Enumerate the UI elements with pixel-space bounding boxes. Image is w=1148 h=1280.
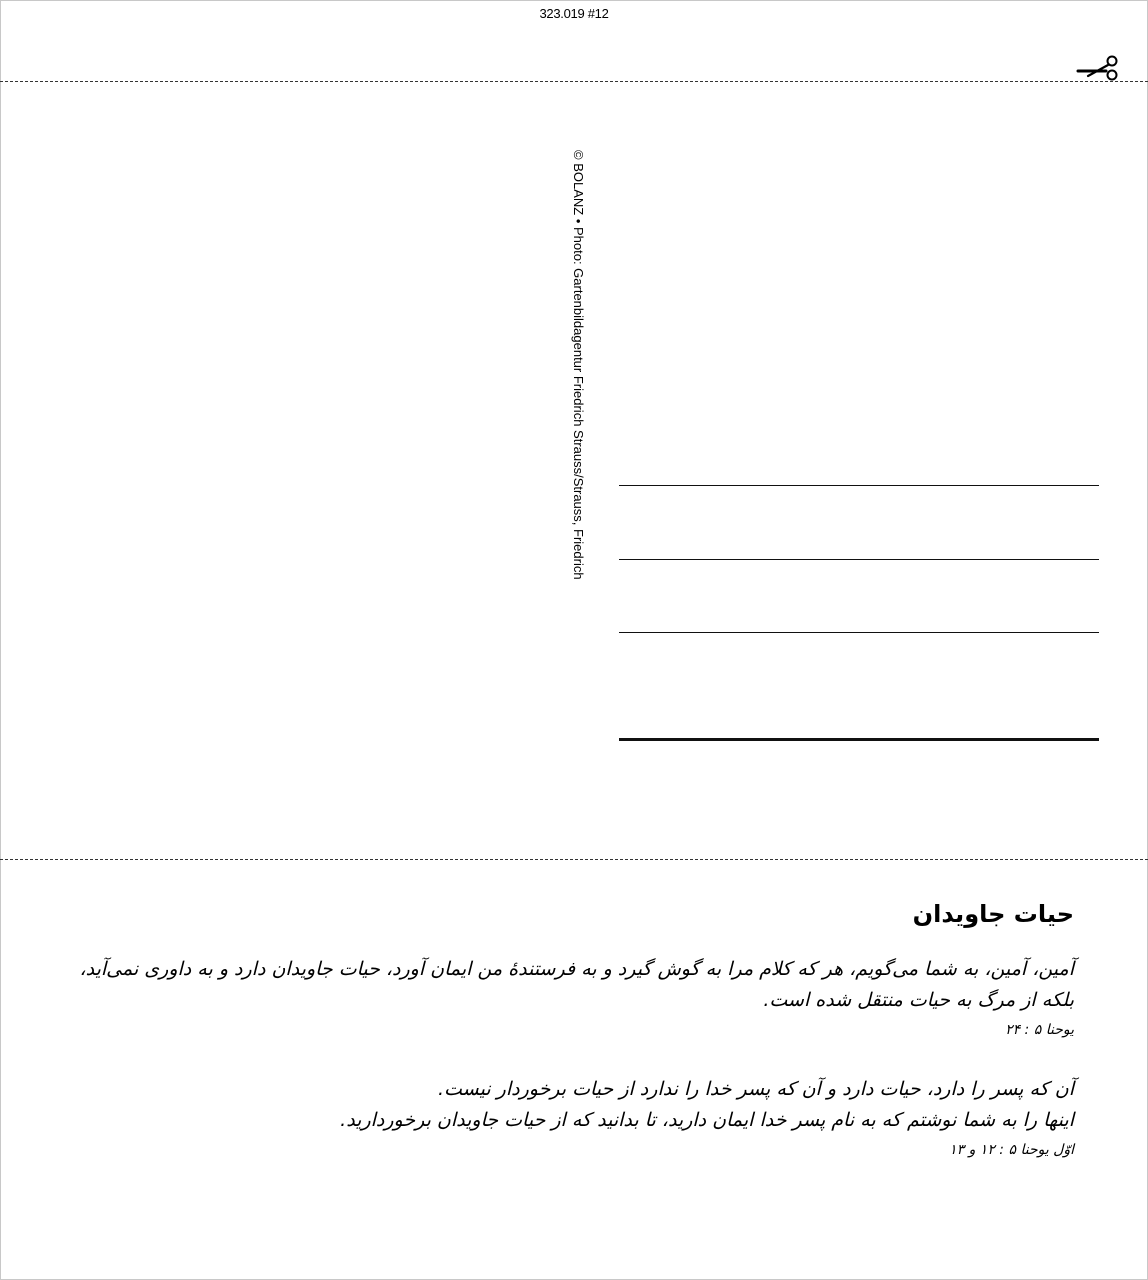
verse-section xyxy=(64,900,1074,1158)
product-code: 323.019 #12 xyxy=(539,6,609,21)
verse-text: آمین، آمین، به شما می‌گویم، هر که کلام مرا به گوش گیرد و به فرستندهٔ من ایمان آورد، حیات جاویدان دارد و به داوری نمی‌آید، بلکه از مرگ به حیات منتقل شده است. xyxy=(79,958,1074,1011)
verse-text: اینها را به شما نوشتم که به نام پسر خدا ایمان دارید، تا بدانید که از حیات جاویدان برخوردارید. xyxy=(340,1109,1074,1131)
top-cut-line xyxy=(0,81,1148,82)
verse-reference: یوحنا ۵ : ۲۴ xyxy=(1005,1022,1074,1038)
photo-credit xyxy=(568,150,588,620)
address-line xyxy=(619,485,1099,486)
address-line xyxy=(619,632,1099,633)
verse-reference: اوّل یوحنا ۵ : ۱۲ و ۱۳ xyxy=(949,1142,1074,1158)
verse-title: حیات جاویدان xyxy=(912,900,1074,928)
verse-text: آن که پسر را دارد، حیات دارد و آن که پسر خدا را ندارد از حیات برخوردار نیست. xyxy=(437,1078,1074,1100)
scissors-icon xyxy=(1076,52,1120,82)
bottom-cut-line xyxy=(0,859,1148,860)
photo-credit-text: © BOLANZ • Photo: Gartenbildagentur Friedrich Strauss/Strauss, Friedrich xyxy=(571,150,586,580)
address-line xyxy=(619,738,1099,741)
address-line xyxy=(619,559,1099,560)
